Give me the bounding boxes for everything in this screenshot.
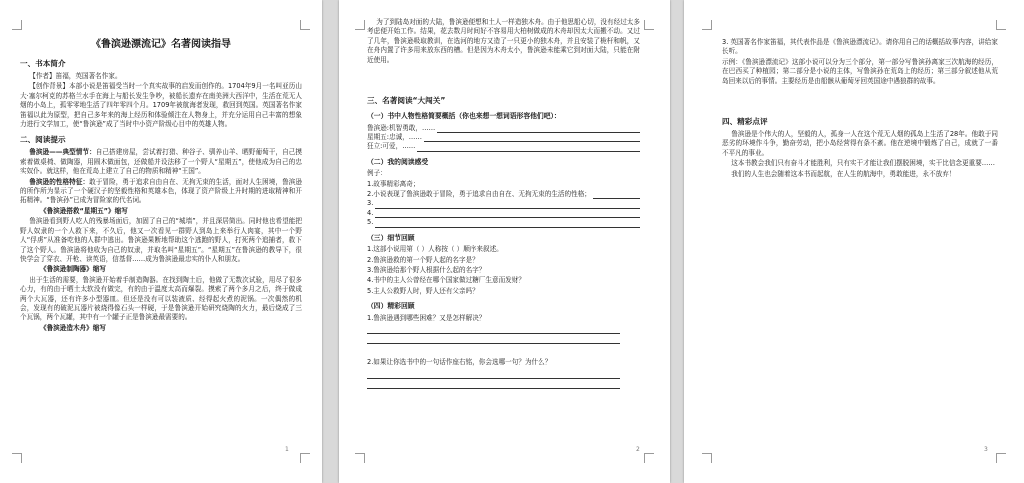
subsection-title: 《鲁滨逊制陶器》缩写 — [40, 265, 106, 274]
feeling-item: 2.小说表现了鲁滨逊敢于冒险，勇于追求自由自在、无拘无束的生活的性格； — [367, 190, 591, 199]
answer-line[interactable] — [367, 199, 640, 208]
question-heading: （二）我的阅读感受 — [367, 157, 429, 166]
page-corner-mark — [702, 453, 712, 463]
background-label: 【创作背景】 — [29, 82, 69, 91]
spacer — [722, 87, 998, 111]
typical-plot-text: 自己搭建房屋，尝试着打猎、种谷子、驯养山羊、晒野葡萄干，自己摸索着做桌椅、做陶器，用圆木做面包，还做船并设法移了一个野人“星期五”，使他成为自己的忠实奴仆。就这样，他在荒岛上建立了自己的物质和精神“王国”。 — [20, 148, 303, 176]
page-corner-mark — [644, 453, 654, 463]
page-corner-mark — [996, 20, 1006, 30]
detail-question: 1.这部小说用第（ ）人称按（ ）顺序来叙述。 — [367, 245, 503, 254]
answer-line[interactable] — [367, 142, 640, 151]
page-2-body[interactable] — [367, 18, 640, 389]
page-1-body[interactable] — [20, 5, 302, 334]
answer-underline[interactable] — [367, 324, 620, 334]
author-text: 笛福，英国著名作家。 — [55, 72, 122, 80]
page-corner-mark — [702, 20, 712, 30]
character-label: 鲁滨逊的性格特征： — [29, 177, 90, 186]
question-text: 3. 英国著名作家笛福，其代表作品是《鲁滨逊漂流记》。请你用自己的话概括故事内容，讲给家长听。 — [722, 38, 998, 56]
document-page-2 — [339, 0, 670, 483]
typical-plot-paragraph — [20, 148, 302, 176]
review-paragraph: 这本书教会我们只有奋斗才能胜利，只有实干才能让我们摆脱困境，实干比信念更重要…… — [731, 159, 995, 168]
section-heading: 三、名著阅读“大闯关” — [367, 96, 446, 106]
review-question: 1.鲁滨逊遇到哪些困难？又是怎样解决？ — [367, 313, 486, 322]
example-answer: 示例：《鲁滨逊漂流记》这部小说可以分为三个部分，第一部分写鲁滨孙离家三次航海的经历，在巴西买了种植园；第二部分是小说的主体，写鲁滨孙在荒岛上的经历；第三部分叙述他从荒岛回来以后的事情。主要经历是由船骸从葡萄牙回英国途中遇狼群的故事。 — [722, 57, 998, 85]
summary-paragraph: 鲁滨逊看到野人吃人的残暴场面后，加固了自己的“城墙”，并且深居简出。同时他也希望能把野人奴隶的一个人救下来，不久后，他又一次看见一群野人到岛上来举行人肉宴，其中一个野人“俘虏”从准备吃他的人群中逃出。鲁滨逊果断地帮助这个逃跑的野人，打死两个追捕者，救下了这个野人。鲁滨逊将他收为自己的奴隶，并取名叫“星期五”。“星期五”在鲁滨逊的教导下，很快学会了穿衣、开枪、读英语，信基督……成为鲁滨逊最忠实的仆人和朋友。 — [20, 217, 302, 263]
section-heading: 二、阅读提示 — [20, 135, 66, 145]
answer-line[interactable] — [367, 133, 640, 142]
question-heading: （一）书中人物性格简要概括（你也来想一想词语形容他们吧）： — [367, 112, 561, 121]
character-prompt: 星期五:忠诚，…… — [367, 132, 422, 141]
page-corner-mark — [996, 453, 1006, 463]
question-heading: （四）精彩回顾 — [367, 302, 415, 311]
answer-line[interactable] — [367, 218, 640, 227]
feeling-item: 1.故事精彩离奇； — [367, 179, 420, 188]
answer-underline — [593, 190, 640, 199]
section-heading: 四、精彩点评 — [722, 117, 768, 127]
answer-underline — [375, 209, 640, 218]
detail-question: 5.主人公救野人时，野人还有父亲吗？ — [367, 286, 479, 295]
character-paragraph — [20, 178, 302, 206]
character-prompt: 狂立:可爱，…… — [367, 142, 416, 151]
page-corner-mark — [12, 453, 22, 463]
answer-underline[interactable] — [367, 334, 620, 344]
answer-underline — [424, 133, 640, 142]
example-label: 例子： — [367, 169, 387, 178]
review-paragraph: 鲁滨逊是个伟大的人，坚毅的人，孤身一人在这个荒无人烟的孤岛上生活了28年。他敢于同恶劣的环境作斗争，勤奋劳动，把小岛经营得有条不紊。他在逆境中锻炼了自己，成就了一番不平凡的事业。 — [722, 130, 998, 157]
subsection-title: 《鲁滨逊搭救“星期五”》缩写 — [40, 206, 128, 215]
detail-question: 4.书中的主人公曾经在哪个国家做过糖厂生意而发财？ — [367, 276, 525, 285]
summary-paragraph: 出于生活的需要，鲁滨逊开始着手制造陶器。在找到陶土后，他做了无数次试验，用尽了很多心力，有的由于晒土太软没有做完，有的由于温度太高而爆裂。摸索了两个多月之后，终于做成两个大瓦器，还有许多小型器皿。但还是没有可以装液质、经得起火煮的泥锅。一次偶然的机会，发现有的破泥瓦器片被烧得像石头一样硬，于是鲁滨逊开始研究烧陶的火力，最后烧成了三个瓦锅，两个瓦罐，其中有一个罐子正是鲁滨逊最需要的。 — [20, 275, 302, 322]
author-label: 【作者】 — [29, 72, 56, 80]
character-text: 敢于冒险，勇于追求自由自在、无拘无束的生活，面对人生困境，鲁滨逊的所作所为显示了一个硬汉子的坚毅性格和英雄本色，体现了资产阶级上升时期的进取精神和开拓精神。“鲁滨孙”已成为冒险家的代名词。 — [20, 177, 303, 205]
spacer — [367, 66, 640, 90]
document-page-1 — [0, 0, 322, 483]
answer-underline[interactable] — [367, 369, 620, 379]
answer-underline — [417, 143, 640, 152]
background-text: 本部小说是笛福受当时一个真实故事的启发而创作的。1704年9月一名叫亚历山大·塞尔柯克的苏格兰水手在海上与船长发生争吵，被船长遗弃在南美洲大西洋中，生活在荒无人烟的小岛上，孤零零地生活了四年零四个月。1709年被航海者发现，救回到英国。英国著名作家笛福以此为原型，把自己多年来的海上经历和体验倾注在人物身上，并充分运用自己丰富的想象力进行文学加工，使“鲁滨逊”成了当时中小资产阶级心目中的英雄人物。 — [20, 82, 302, 129]
typical-plot-label: 鲁滨逊——典型情节： — [29, 148, 96, 157]
summary-paragraph: 为了到陆岛对面的大陆，鲁滨逊便想和土人一样造独木舟。由于他思船心切，没有经过太多考虑便开始工作。结果，花去数月时间好不容易用大柏树做成的木舟却因太大而搬不动。又过了几年，鲁滨逊吸取教训，在选河的地方又造了一只更小的独木舟，并且安装了桅杆和帆，又在舟内置了许多用来放东西的槽。但是因为木舟太小，鲁滨逊未能乘它到对面大陆，只能在附近使用。 — [367, 18, 640, 64]
answer-underline — [437, 124, 640, 133]
page-corner-mark — [300, 453, 310, 463]
page-3-body[interactable] — [722, 38, 998, 180]
review-paragraph: 我们的人生也会随着这本书而起航，在人生的航海中，勇敢能进，永不放弃！ — [731, 169, 956, 178]
page-corner-mark — [644, 20, 654, 30]
answer-line[interactable] — [367, 190, 640, 199]
detail-question: 2.鲁滨逊救的第一个野人起的名字是？ — [367, 255, 479, 264]
document-title: 《鲁滨逊漂流记》名著阅读指导 — [91, 39, 231, 50]
answer-line[interactable] — [367, 209, 640, 218]
feeling-item: 4. — [367, 208, 374, 217]
author-paragraph — [20, 72, 302, 81]
page-corner-mark — [355, 20, 365, 30]
feeling-item: 3. — [367, 199, 374, 208]
page-number: 2 — [636, 446, 640, 453]
question-heading: （三）细节回顾 — [367, 233, 415, 242]
review-question: 2.如果让你选书中的一句话作座右铭，你会选哪一句？为什么？ — [367, 358, 552, 367]
document-page-3 — [684, 0, 1024, 483]
section-heading: 一、书本简介 — [20, 59, 66, 68]
page-number: 3 — [984, 446, 988, 453]
character-prompt: 鲁滨逊:机智勇敢，…… — [367, 123, 436, 132]
background-paragraph — [20, 82, 302, 129]
answer-underline[interactable] — [367, 379, 620, 389]
feeling-item: 5. — [367, 218, 374, 227]
answer-underline — [375, 200, 640, 209]
page-corner-mark — [355, 453, 365, 463]
detail-question: 3.鲁滨逊给那个野人根据什么起的名字？ — [367, 266, 486, 274]
subsection-title: 《鲁滨逊造木舟》缩写 — [40, 323, 106, 332]
answer-underline — [375, 219, 640, 228]
answer-line[interactable] — [367, 124, 640, 133]
page-number: 1 — [285, 446, 289, 453]
spacer — [367, 344, 640, 358]
